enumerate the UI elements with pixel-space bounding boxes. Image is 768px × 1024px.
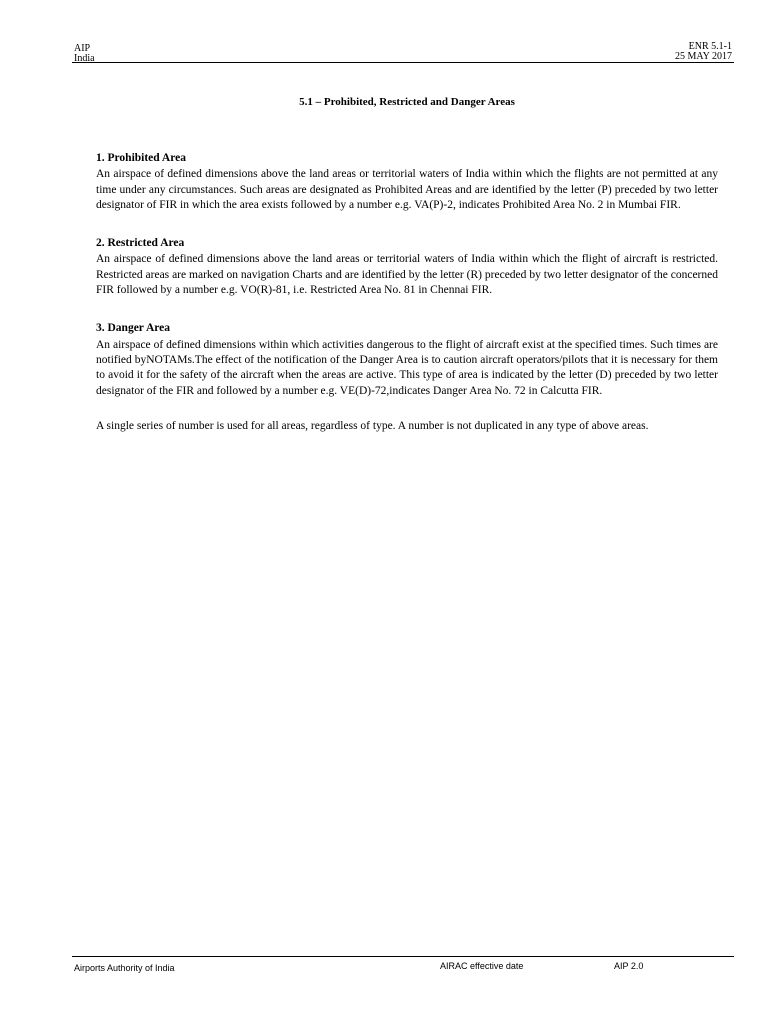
section-heading: 3. Danger Area (96, 322, 170, 335)
footer-edition: AIP 2.0 (614, 961, 644, 971)
page-title: 5.1 – Prohibited, Restricted and Danger Areas (299, 96, 515, 108)
header-date: 25 MAY 2017 (674, 51, 732, 62)
header-publication: AIP (74, 43, 91, 54)
section-heading: 2. Restricted Area (96, 237, 185, 250)
section-restricted-area (96, 236, 718, 298)
section-paragraph: An airspace of defined dimensions above the land areas or territorial waters of India within which the flights are not permitted at any time under any circumstances. Such areas are designated as Prohibited Areas and are identified by the letter (P) preceded by two letter designator of FIR in which the area exists followed by a number e.g. VA(P)-2, indicates Prohibited Area No. 2 in Mumbai FIR. (96, 168, 718, 211)
header-page-ref: ENR 5.1-1 (688, 41, 732, 52)
footer-airac-date: AIRAC effective date (440, 961, 524, 971)
section-paragraph: An airspace of defined dimensions within which activities dangerous to the flight of aircraft exist at the specified times. Such times are notified byNOTAMs.The effect of the notification of the Danger Area is to caution aircraft operators/pilots that it is necessary for them to avoid it for the safety of the aircraft when the areas are active. This type of area is indicated by the letter (D) preceded by two letter designator of the FIR and followed by a number e.g. VE(D)-72,indicates Danger Area No. 72 in Calcutta FIR. (96, 338, 718, 397)
section-prohibited-area (96, 151, 718, 213)
header-country: India (74, 53, 95, 64)
closing-note: A single series of number is used for all areas, regardless of type. A number is not duplicated in any type of above areas. (96, 419, 649, 432)
header-left (74, 44, 95, 64)
footer-publisher: Airports Authority of India (74, 963, 175, 973)
section-heading: 1. Prohibited Area (96, 152, 186, 164)
section-danger-area (96, 321, 718, 398)
section-paragraph: An airspace of defined dimensions above the land areas or territorial waters of India within which the flight of aircraft is restricted. Restricted areas are marked on navigation Charts and are identified by the letter (R) preceded by two letter designator of the concerned FIR followed by a number e.g. VO(R)-81, i.e. Restricted Area No. 81 in Chennai FIR. (96, 253, 718, 297)
document-body (96, 151, 718, 434)
header-rule (72, 62, 734, 63)
footer-rule (72, 956, 734, 957)
header-right (675, 42, 732, 62)
